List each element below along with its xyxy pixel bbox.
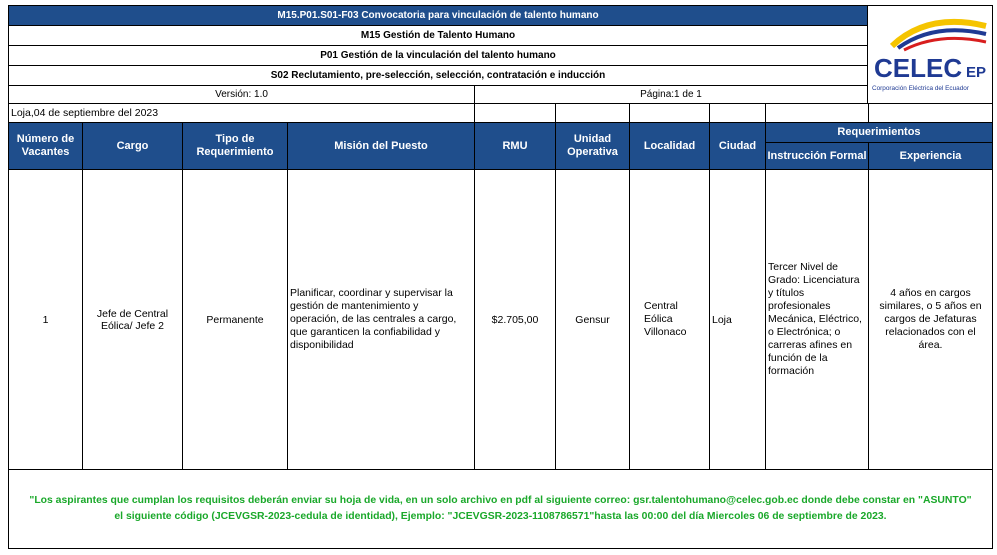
col-header-vacantes: Número de Vacantes — [8, 122, 83, 170]
document-date: Loja,04 de septiembre del 2023 — [8, 103, 475, 123]
cell-ciudad: Loja — [709, 169, 766, 470]
cell-mision: Planificar, coordinar y supervisar la gestión de mantenimiento y operación, de las centrales a cargo, que garanticen la confiabilidad y disponibilidad — [287, 169, 475, 470]
col-header-unidad: Unidad Operativa — [555, 122, 630, 170]
page-number: Página:1 de 1 — [474, 85, 868, 104]
cell-vacantes: 1 — [8, 169, 83, 470]
celec-logo — [867, 5, 993, 104]
empty-cell — [555, 103, 630, 123]
col-header-localidad: Localidad — [629, 122, 710, 170]
form-code-title: M15.P01.S01-F03 Convocatoria para vinculación de talento humano — [8, 5, 868, 26]
col-header-mision: Misión del Puesto — [287, 122, 475, 170]
empty-cell — [629, 103, 710, 123]
empty-cell — [765, 103, 869, 123]
empty-cell — [474, 103, 556, 123]
empty-cell — [868, 103, 993, 123]
process-title: P01 Gestión de la vinculación del talento humano — [8, 45, 868, 66]
cell-cargo: Jefe de Central Eólica/ Jefe 2 — [82, 169, 183, 470]
subprocess-title: S02 Reclutamiento, pre-selección, selección, contratación e inducción — [8, 65, 868, 86]
logo-text: CELEC — [874, 53, 963, 83]
version-label: Versión: 1.0 — [8, 85, 475, 104]
cell-experiencia: 4 años en cargos similares, o 5 años en cargos de Jefaturas relacionados con el área. — [868, 169, 993, 470]
instructions-line-2: el siguiente código (JCEVGSR-2023-cedula de identidad), Ejemplo: "JCEVGSR-2023-1108786571"hasta las 00:00 del día Miercoles 06 de septiembre de 2023. — [114, 511, 887, 522]
instructions-line-1: "Los aspirantes que cumplan los requisitos deberán enviar su hoja de vida, en un solo archivo en pdf al siguiente correo: gsr.talentohumano@celec.gob.ec donde debe constar en "ASUNTO" — [29, 495, 972, 506]
empty-cell — [709, 103, 766, 123]
col-header-tipo: Tipo de Requerimiento — [182, 122, 288, 170]
col-header-instruccion: Instrucción Formal — [765, 142, 869, 170]
cell-instruccion: Tercer Nivel de Grado: Licenciatura y títulos profesionales Mecánica, Eléctrico, o Electrónica; o carreras afines en función de la formación — [765, 169, 869, 470]
application-instructions — [8, 469, 993, 549]
col-header-cargo: Cargo — [82, 122, 183, 170]
col-header-rmu: RMU — [474, 122, 556, 170]
logo-suffix: EP — [966, 64, 987, 81]
col-header-ciudad: Ciudad — [709, 122, 766, 170]
cell-tipo: Permanente — [182, 169, 288, 470]
macroprocess-title: M15 Gestión de Talento Humano — [8, 25, 868, 46]
cell-rmu: $2.705,00 — [474, 169, 556, 470]
logo-subtitle: Corporación Eléctrica del Ecuador — [872, 85, 969, 92]
col-header-experiencia: Experiencia — [868, 142, 993, 170]
cell-localidad: Central Eólica Villonaco — [629, 169, 710, 470]
cell-unidad: Gensur — [555, 169, 630, 470]
celec-logo-graphic — [868, 6, 992, 103]
col-header-requerimientos: Requerimientos — [765, 122, 993, 143]
